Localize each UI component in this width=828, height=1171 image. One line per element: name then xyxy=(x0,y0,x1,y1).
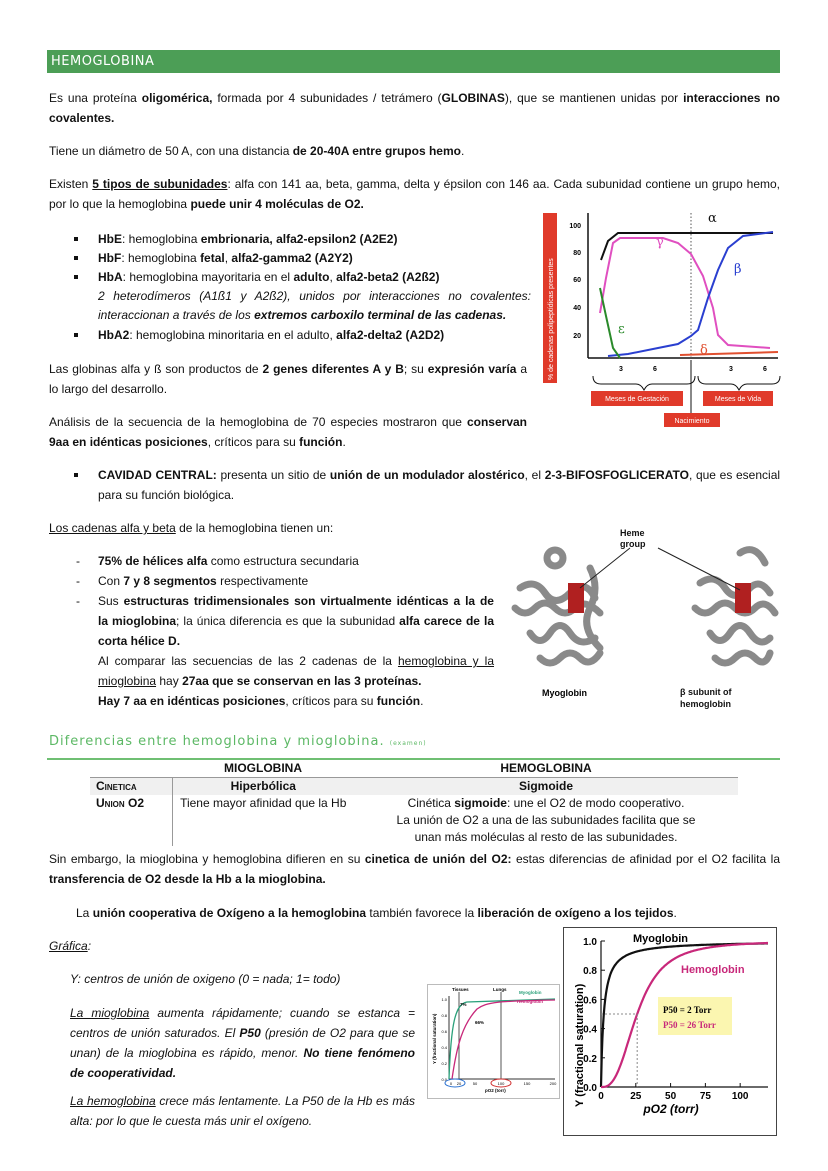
section-heading-text: Diferencias entre hemoglobina y mioglobina. xyxy=(49,734,385,749)
y-tick: 60 xyxy=(573,277,581,284)
text-segment: 5 tipos de subunidades xyxy=(92,177,228,191)
text-segment: Análisis de la secuencia de la hemoglobina de 70 especies mostraron que xyxy=(49,415,467,429)
globin-development-figure xyxy=(538,208,788,433)
text-segment: Es una proteína xyxy=(49,91,142,105)
text-segment: 2 genes diferentes A y B xyxy=(262,362,404,376)
myoglobin-note xyxy=(70,1003,415,1083)
x-axis-label: pO2 (torr) xyxy=(485,1088,506,1093)
oxygen-saturation-chart xyxy=(563,927,777,1137)
text-segment: 2-3-BIFOSFOGLICERATO xyxy=(544,468,689,482)
text-segment: función xyxy=(376,694,421,708)
table-row xyxy=(90,795,738,846)
text-segment: Los cadenas alfa y beta xyxy=(49,521,176,535)
text-segment: Con xyxy=(98,574,124,588)
text-segment: de 20-40A entre grupos hemo xyxy=(292,144,461,158)
text-segment: ; su xyxy=(403,362,428,376)
graph-y-note xyxy=(70,969,420,989)
y-tick-label: 0.4 xyxy=(583,1024,597,1036)
myoglobin-label: Myoglobin xyxy=(542,688,587,698)
text-segment: estas diferencias de afinidad por el O2 facilita la xyxy=(511,852,780,866)
text-segment: Las globinas alfa y ß son productos de xyxy=(49,362,263,376)
y-tick: 0.0 xyxy=(441,1077,447,1082)
text-segment: a lo largo del desarrollo. xyxy=(49,362,527,396)
text-segment: hay xyxy=(156,674,183,688)
text-segment: alfa2-beta2 (A2ß2) xyxy=(336,270,440,284)
text-segment: HbA2 xyxy=(98,328,130,342)
text-segment: estructuras tridimensionales son virtualmente idénticas a la de la mioglobina xyxy=(98,594,494,628)
text-segment: como estructura secundaria xyxy=(207,554,359,568)
list-item: - Sus estructuras tridimensionales son virtualmente idénticas a la de la mioglobina; la única diferencia es que la subunidad alfa carece de la corta hélice D. Al comparar las secuencias de las 2 cadenas de la hemoglobina y la mioglobina hay 27aa que se conservan en las 3 proteínas. Hay 7 aa en idénticas posiciones, críticos para su función. xyxy=(76,594,494,708)
text-segment: HbA xyxy=(98,270,123,284)
header-cell: HEMOGLOBINA xyxy=(500,761,592,775)
text-segment: alfa carece de la corta hélice D. xyxy=(98,614,494,648)
pct-label: 66% xyxy=(475,1020,485,1025)
text-segment: función xyxy=(299,435,343,449)
text-segment: Al comparar las secuencias de las 2 cadenas de la xyxy=(98,654,398,668)
y-tick: 80 xyxy=(573,250,581,257)
text-segment: La mioglobina xyxy=(70,1006,150,1020)
list-item xyxy=(76,325,531,345)
text-segment: : xyxy=(87,939,92,953)
myoglobin-label: Myoglobin xyxy=(519,990,542,995)
text-segment: : hemoglobina xyxy=(122,232,201,246)
text-segment: unión cooperativa de Oxígeno a la hemoglobina xyxy=(92,906,367,920)
text-segment: La hemoglobina xyxy=(70,1094,156,1108)
text-segment: presenta un sitio de xyxy=(216,468,330,482)
text-segment: Cinética xyxy=(407,796,455,810)
text-segment: . xyxy=(673,906,677,920)
text-segment: , críticos para su xyxy=(285,694,377,708)
hemoglobin-series-label: Hemoglobin xyxy=(681,964,745,976)
beta-heme xyxy=(735,583,751,613)
cooperative-paragraph xyxy=(76,903,776,923)
y-tick: 40 xyxy=(573,305,581,312)
p50-hemoglobin: P50 = 26 Torr xyxy=(663,1020,716,1030)
text-segment: . xyxy=(420,694,424,708)
text-segment: oligomérica, xyxy=(141,91,213,105)
gamma-curve xyxy=(600,238,770,348)
row-label: Cinetica xyxy=(90,778,172,796)
text-segment: P50 xyxy=(239,1026,261,1040)
hemoglobin-label: Hemoglobin xyxy=(517,999,543,1004)
text-segment: interacciones no covalentes. xyxy=(49,91,780,125)
row-label: Union O2 xyxy=(90,795,172,846)
y-axis-label: Y (fractional saturation) xyxy=(432,1013,437,1064)
text-segment: 75% de hélices alfa xyxy=(98,554,208,568)
table-cell: Sigmoide xyxy=(354,778,738,796)
y-tick: 0.2 xyxy=(441,1061,447,1066)
text-segment: Hay 7 aa en idénticas posiciones xyxy=(98,694,286,708)
text-segment: : hemoglobina minoritaria en el adulto, xyxy=(129,328,337,342)
affinity-paragraph xyxy=(49,849,780,889)
x-tick-label: 50 xyxy=(665,1091,677,1102)
text-segment: ), que se mantienen unidas por xyxy=(504,91,684,105)
text-segment: embrionaria, alfa2-epsilon2 (A2E2) xyxy=(200,232,398,246)
y-tick-label: 0.0 xyxy=(583,1083,597,1094)
text-segment: liberación de oxígeno a los tejidos xyxy=(477,906,674,920)
table-cell: Tiene mayor afinidad que la Hb xyxy=(180,796,347,810)
y-axis-label: Y (fractional saturation) xyxy=(574,983,586,1107)
text-segment: aumenta rápidamente; cuando se estanca = centros de unión saturados. El xyxy=(70,1006,416,1040)
x-tick: 6 xyxy=(653,366,657,373)
list-item xyxy=(76,229,531,249)
gestation-label: Meses de Gestación xyxy=(605,396,669,403)
pct-label: 7% xyxy=(460,1002,467,1007)
text-segment: expresión varía xyxy=(427,362,517,376)
y-tick-label: 0.6 xyxy=(583,995,597,1007)
x-tick: 6 xyxy=(763,366,767,373)
text-segment: Gráfica xyxy=(49,939,88,953)
text-segment: No tiene fenómeno de cooperatividad. xyxy=(70,1046,415,1080)
species-paragraph xyxy=(49,412,527,452)
myoglobin-ribbon xyxy=(515,550,600,663)
text-segment: : hemoglobina xyxy=(121,251,201,265)
text-segment: 27aa que se conservan en las 3 proteínas. xyxy=(182,674,422,688)
text-segment: , xyxy=(224,251,232,265)
x-tick: 50 xyxy=(472,1081,478,1086)
small-saturation-chart xyxy=(427,984,560,1099)
birth-label: Nacimiento xyxy=(674,418,710,425)
header-cell xyxy=(90,760,172,778)
y-tick: 100 xyxy=(569,223,581,230)
gamma-label: γ xyxy=(656,235,664,250)
header-cell: MIOGLOBINA xyxy=(224,761,302,775)
beta-label: β xyxy=(734,262,742,277)
cell-line: La unión de O2 a una de las subunidades facilita que se xyxy=(396,813,696,827)
text-segment: , que es esencial para su función biológica. xyxy=(98,468,781,502)
text-segment: fetal xyxy=(200,251,225,265)
text-segment: (presión de O2 para que se unan) de la mioglobina es rápido, menor. xyxy=(70,1026,415,1060)
list-item: - 75% de hélices alfa como estructura secundaria xyxy=(76,554,359,568)
table-row xyxy=(90,778,738,796)
list-item xyxy=(76,248,531,268)
text-segment: : alfa con 141 aa, beta, gamma, delta y épsilon con 146 aa. Cada subunidad contiene un grupo hemo, por lo que la hemoglobina xyxy=(49,177,781,211)
table-cell xyxy=(354,795,738,846)
y-tick-label: 0.2 xyxy=(583,1053,597,1065)
text-segment: . xyxy=(460,144,465,158)
text-segment: respectivamente xyxy=(216,574,309,588)
text-segment: , el xyxy=(524,468,545,482)
beta-subunit-label: β subunit of hemoglobin xyxy=(680,687,732,709)
heme-group-label: Heme group xyxy=(620,528,646,549)
section-heading xyxy=(49,734,427,749)
tissues-label: Tissues xyxy=(452,987,469,992)
list-item xyxy=(76,267,531,325)
text-segment: Sus xyxy=(98,594,124,608)
text-segment: alfa2-delta2 (A2D2) xyxy=(336,328,445,342)
delta-curve xyxy=(680,352,778,355)
text-segment: extremos carboxilo terminal de las cadenas. xyxy=(254,308,507,322)
text-segment: Sin embargo, la mioglobina y hemoglobina difieren en su xyxy=(49,852,365,866)
text-segment: de la hemoglobina tienen un: xyxy=(175,521,334,535)
text-segment: HbF xyxy=(98,251,122,265)
x-tick: 150 xyxy=(523,1081,531,1086)
text-segment: . xyxy=(342,435,346,449)
y-tick-label: 0.8 xyxy=(583,966,597,978)
text-segment: HbE xyxy=(98,232,122,246)
list-item: - Con 7 y 8 segmentos respectivamente xyxy=(76,574,309,588)
text-segment: hemoglobina y la mioglobina xyxy=(98,654,494,688)
epsilon-curve xyxy=(600,288,620,358)
x-tick-label: 25 xyxy=(630,1091,642,1102)
text-segment: crece más lentamente. La P50 de la Hb es más alta: por lo que le cuesta más unir el oxígeno. xyxy=(70,1094,415,1128)
text-segment: Existen xyxy=(49,177,93,191)
delta-label: δ xyxy=(700,343,708,358)
x-axis-label: pO2 (torr) xyxy=(643,1102,699,1116)
comparison-table xyxy=(90,760,738,846)
x-tick: 20 xyxy=(456,1081,462,1086)
x-tick-label: 75 xyxy=(699,1091,711,1102)
text-segment: conservan 9aa en idénticas posiciones xyxy=(49,415,527,449)
y-tick: 0.8 xyxy=(441,1013,447,1018)
text-segment: La xyxy=(76,906,93,920)
graph-heading xyxy=(49,936,349,956)
x-tick: 200 xyxy=(549,1081,557,1086)
myoglobin-series-label: Myoglobin xyxy=(633,933,688,945)
text-segment: unión de un modulador alostérico xyxy=(329,468,525,482)
y-tick: 1.0 xyxy=(441,997,447,1002)
table-cell: Hiperbólica xyxy=(172,778,354,796)
gestation-brace xyxy=(593,376,695,390)
text-segment: Tiene un diámetro de 50 A, con una distancia xyxy=(49,144,293,158)
text-segment: GLOBINAS xyxy=(441,91,505,105)
text-segment: 7 y 8 segmentos xyxy=(123,574,217,588)
epsilon-label: ε xyxy=(618,322,625,337)
text-segment: Y: centros de unión de oxigeno (0 = nada; 1= todo) xyxy=(70,972,341,986)
text-segment: transferencia de O2 desde la Hb a la mioglobina. xyxy=(49,872,326,886)
exam-note: (examen) xyxy=(389,740,427,747)
text-segment: : une el O2 de modo cooperativo. xyxy=(506,796,685,810)
list-item xyxy=(76,465,780,505)
x-tick: 3 xyxy=(619,366,623,373)
x-tick-label: 100 xyxy=(731,1091,749,1102)
text-segment: , críticos para su xyxy=(207,435,300,449)
text-segment: : hemoglobina mayoritaria en el xyxy=(122,270,294,284)
text-segment: también favorece la xyxy=(366,906,478,920)
intro-paragraph xyxy=(49,88,780,128)
text-segment: alfa2-gamma2 (A2Y2) xyxy=(231,251,353,265)
section-header xyxy=(47,50,780,73)
text-segment: ; la única diferencia es que la subunidad xyxy=(176,614,400,628)
x-tick-label: 0 xyxy=(598,1091,604,1102)
y-axis-label: % de cadenas polipeptídicas presentes xyxy=(548,258,555,380)
lungs-label: Lungs xyxy=(493,987,507,992)
y-tick-label: 1.0 xyxy=(583,937,597,948)
y-tick: 20 xyxy=(573,333,581,340)
text-segment: 2 heterodímeros (A1ß1 y A2ß2), unidos por interacciones no covalentes: interaccionan a través de los xyxy=(98,289,531,322)
text-segment: adulto xyxy=(293,270,330,284)
text-segment: , xyxy=(329,270,337,284)
section-title: HEMOGLOBINA xyxy=(51,54,155,69)
alpha-label: α xyxy=(708,211,717,226)
hemoglobin-note xyxy=(70,1091,415,1131)
x-tick: 0 xyxy=(449,1081,453,1086)
p50-myoglobin: P50 = 2 Torr xyxy=(663,1005,712,1015)
x-tick: 100 xyxy=(497,1081,505,1086)
text-segment: sigmoide xyxy=(454,796,507,810)
life-brace xyxy=(698,376,780,390)
x-tick: 3 xyxy=(729,366,733,373)
text-segment: CAVIDAD CENTRAL: xyxy=(98,468,217,482)
text-segment: puede unir 4 moléculas de O2. xyxy=(190,197,364,211)
diameter-paragraph xyxy=(49,141,780,161)
protein-structures-figure xyxy=(500,528,790,718)
text-segment: cinetica de unión del O2: xyxy=(364,852,512,866)
y-tick: 0.4 xyxy=(441,1045,447,1050)
table-header-row xyxy=(90,760,738,778)
myoglobin-heme xyxy=(568,583,584,613)
y-tick: 0.6 xyxy=(441,1029,447,1034)
life-label: Meses de Vida xyxy=(714,396,762,403)
text-segment: formada por 4 subunidades / tetrámero ( xyxy=(212,91,442,105)
cell-line: unan más moléculas al resto de las subunidades. xyxy=(414,830,678,844)
genes-paragraph xyxy=(49,359,527,399)
